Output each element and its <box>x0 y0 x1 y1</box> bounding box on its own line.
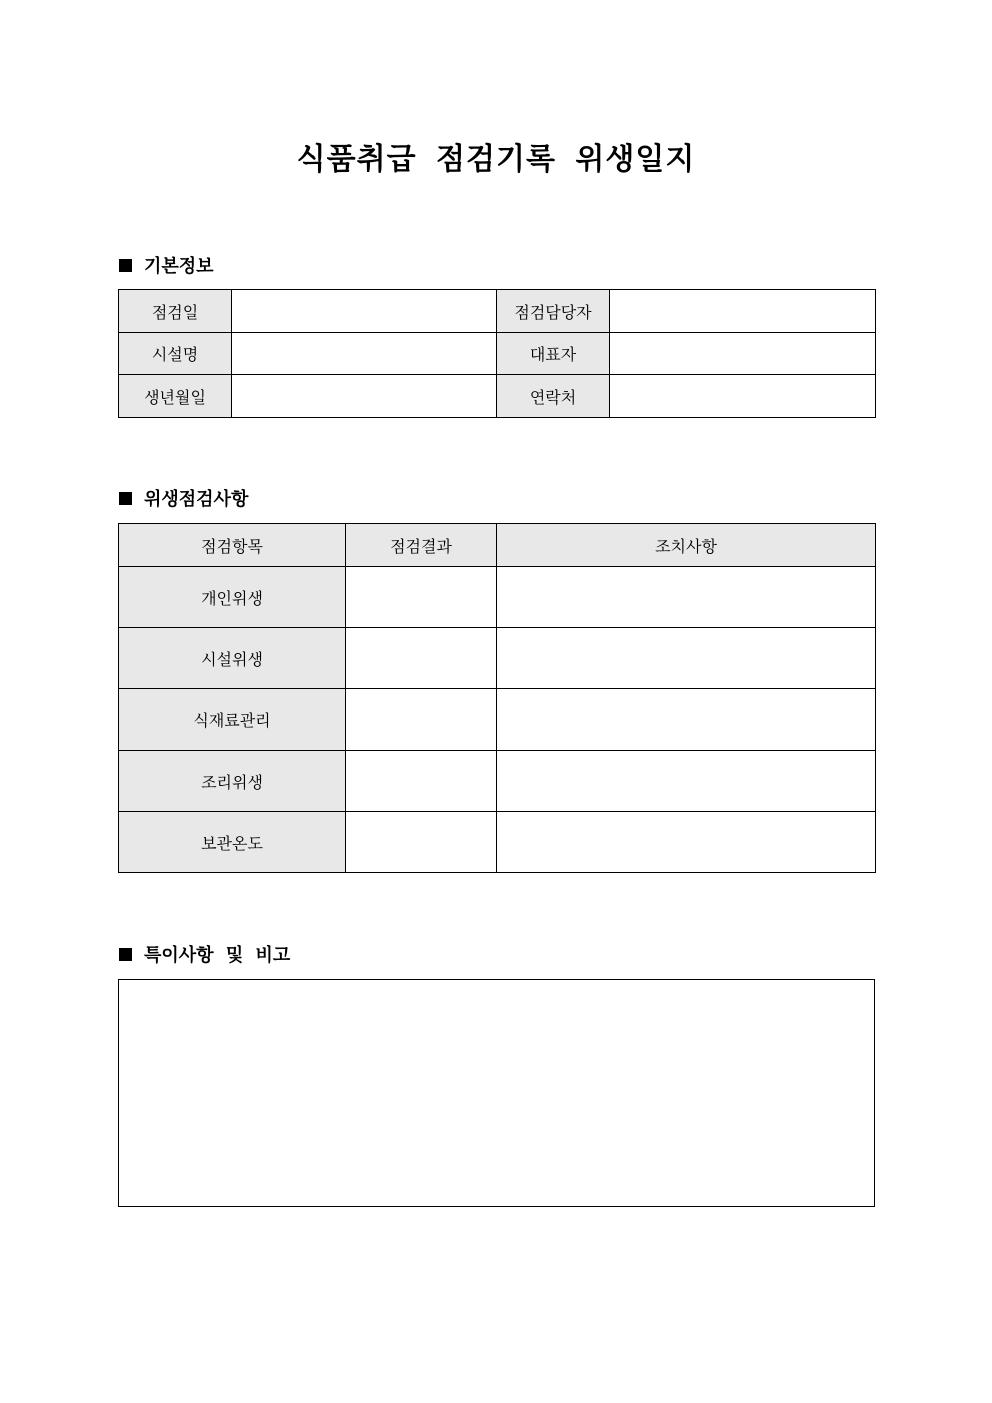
table-row <box>119 567 876 628</box>
representative-label: 대표자 <box>497 333 610 375</box>
column-header-action: 조치사항 <box>497 524 876 567</box>
table-row <box>119 290 876 333</box>
inspection-date-label: 점검일 <box>119 290 232 333</box>
inspector-field[interactable] <box>610 290 876 333</box>
birthdate-field[interactable] <box>232 375 497 418</box>
hygiene-heading-label: 위생점검사항 <box>144 489 249 510</box>
table-row <box>119 689 876 751</box>
table-row <box>119 751 876 812</box>
basic-info-heading <box>119 253 214 277</box>
item-cooking-hygiene: 조리위생 <box>119 751 346 812</box>
item-storage-temperature: 보관온도 <box>119 812 346 873</box>
representative-field[interactable] <box>610 333 876 375</box>
item-personal-hygiene: 개인위생 <box>119 567 346 628</box>
inspection-date-field[interactable] <box>232 290 497 333</box>
inspector-label: 점검담당자 <box>497 290 610 333</box>
facility-name-label: 시설명 <box>119 333 232 375</box>
action-field[interactable] <box>497 751 876 812</box>
square-bullet-icon <box>119 492 132 505</box>
item-ingredient-management: 식재료관리 <box>119 689 346 751</box>
action-field[interactable] <box>497 567 876 628</box>
action-field[interactable] <box>497 628 876 689</box>
square-bullet-icon <box>119 259 132 272</box>
hygiene-heading <box>119 486 248 510</box>
result-field[interactable] <box>346 689 497 751</box>
basic-info-heading-label: 기본정보 <box>144 256 214 277</box>
table-row <box>119 375 876 418</box>
table-header-row <box>119 524 876 567</box>
table-row <box>119 333 876 375</box>
result-field[interactable] <box>346 812 497 873</box>
table-row <box>119 812 876 873</box>
remarks-heading-label: 특이사항 및 비고 <box>144 945 291 966</box>
column-header-item: 점검항목 <box>119 524 346 567</box>
hygiene-table <box>118 523 876 873</box>
basic-info-table <box>118 289 876 418</box>
remarks-field[interactable] <box>118 979 875 1207</box>
result-field[interactable] <box>346 751 497 812</box>
square-bullet-icon <box>119 948 132 961</box>
action-field[interactable] <box>497 812 876 873</box>
action-field[interactable] <box>497 689 876 751</box>
result-field[interactable] <box>346 567 497 628</box>
birthdate-label: 생년월일 <box>119 375 232 418</box>
facility-name-field[interactable] <box>232 333 497 375</box>
contact-label: 연락처 <box>497 375 610 418</box>
page-title: 식품취급 점검기록 위생일지 <box>296 142 696 177</box>
contact-field[interactable] <box>610 375 876 418</box>
item-facility-hygiene: 시설위생 <box>119 628 346 689</box>
table-row <box>119 628 876 689</box>
column-header-result: 점검결과 <box>346 524 497 567</box>
remarks-heading <box>119 942 290 966</box>
result-field[interactable] <box>346 628 497 689</box>
